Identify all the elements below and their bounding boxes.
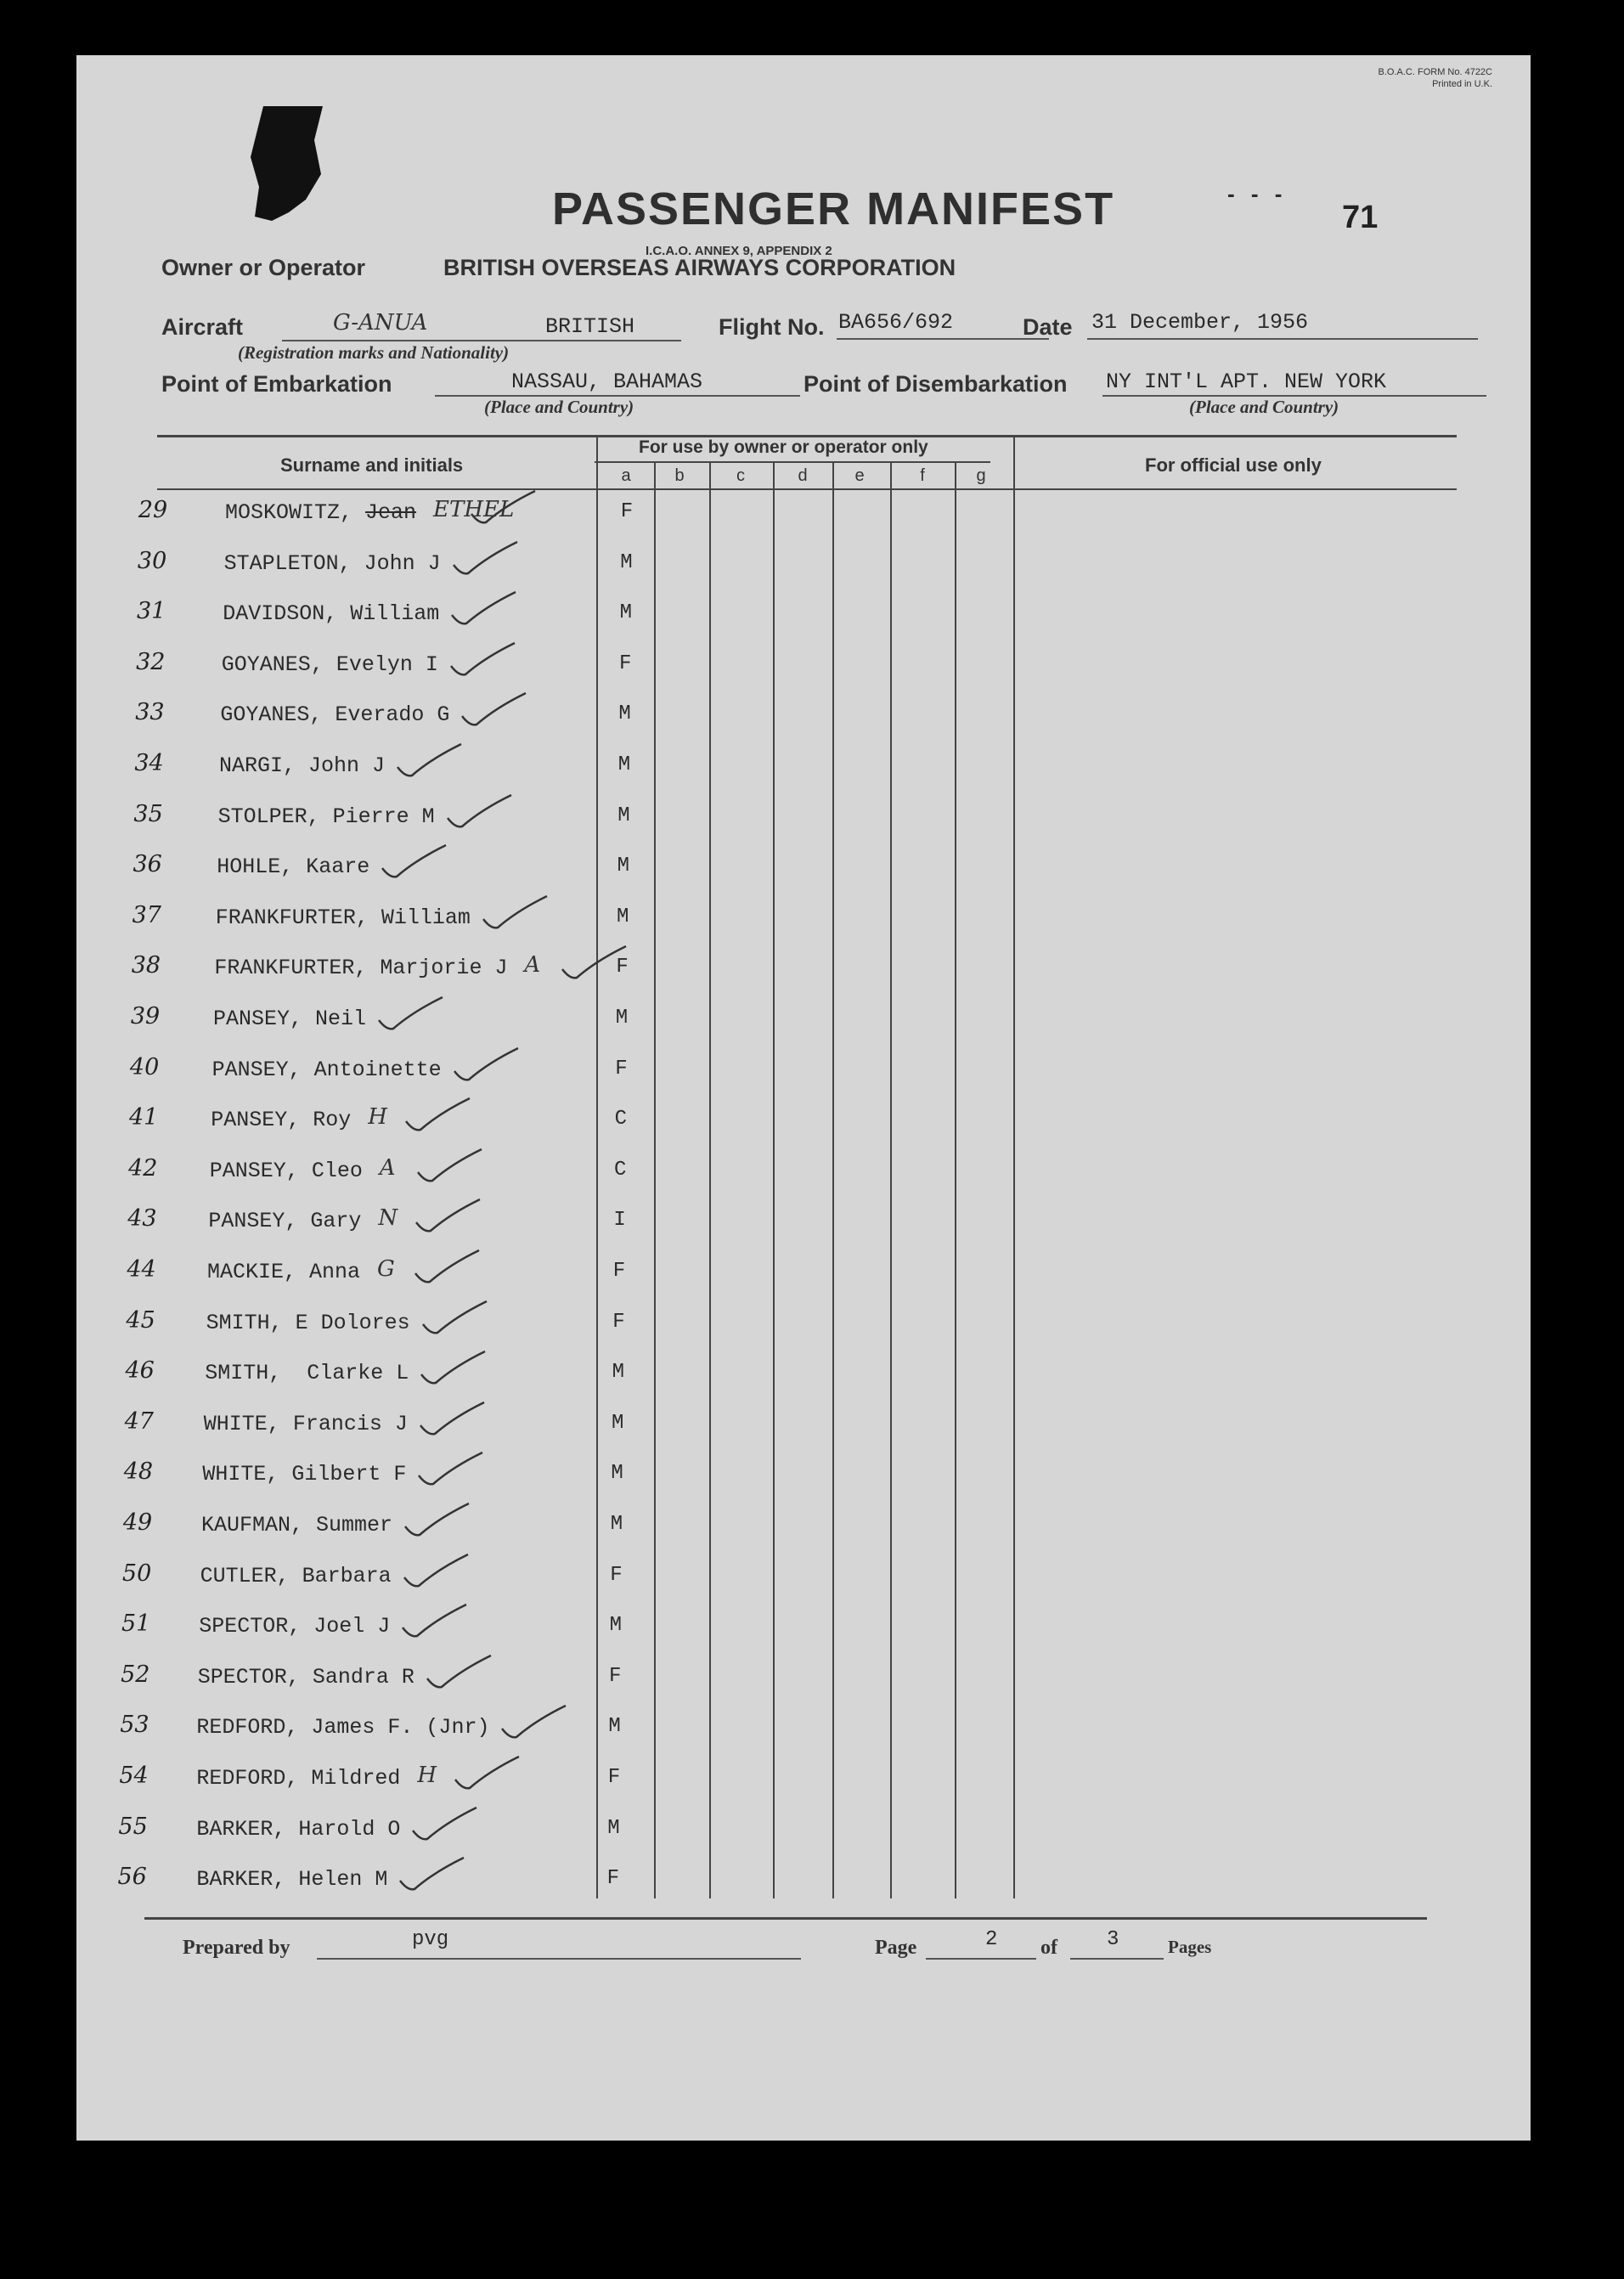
of-label: of	[1040, 1937, 1057, 1959]
row-number: 33	[135, 699, 165, 725]
flight-label: Flight No.	[719, 314, 825, 340]
table-column-line	[773, 461, 775, 1898]
passenger-sex: F	[608, 1665, 622, 1688]
table-column-line	[1013, 435, 1015, 1898]
check-mark-icon	[396, 1853, 472, 1896]
row-number: 41	[129, 1104, 159, 1131]
passenger-sex: I	[613, 1209, 626, 1232]
printed-note: Printed in U.K.	[1432, 79, 1492, 89]
disembarkation-label: Point of Disembarkation	[804, 371, 1068, 397]
row-number: 54	[119, 1763, 149, 1789]
row-number: 50	[121, 1560, 152, 1587]
row-number: 53	[120, 1712, 149, 1738]
of-value: 3	[1107, 1928, 1119, 1951]
date-label: Date	[1023, 314, 1073, 340]
disembarkation-caption: (Place and Country)	[1189, 397, 1339, 417]
embarkation-caption: (Place and Country)	[484, 397, 634, 417]
passenger-name: MACKIE, Anna	[207, 1260, 361, 1284]
table-column-line	[654, 461, 656, 1898]
passenger-name: SMITH, E Dolores	[206, 1311, 410, 1335]
passenger-sex: M	[615, 1007, 629, 1029]
row-number: 56	[117, 1864, 147, 1890]
aircraft-nationality: BRITISH	[545, 314, 635, 339]
passenger-sex: F	[610, 1564, 623, 1587]
passenger-sex: F	[606, 1867, 619, 1890]
col-surname-header: Surname and initials	[280, 454, 464, 476]
of-underline	[1070, 1958, 1164, 1960]
check-mark-icon	[419, 1297, 495, 1340]
header-bottom-rule	[157, 488, 1457, 490]
row-number: 46	[125, 1357, 155, 1384]
passenger-name: REDFORD, Mildred	[196, 1766, 401, 1791]
row-number: 40	[129, 1054, 160, 1080]
passenger-name: FRANKFURTER, Marjorie J	[214, 956, 508, 980]
sub-column-header: e	[854, 466, 865, 485]
flight-value: BA656/692	[838, 310, 954, 335]
passenger-name: PANSEY, Antoinette	[211, 1058, 442, 1082]
passenger-name: NARGI, John J	[219, 753, 386, 778]
passenger-name: BARKER, Harold O	[196, 1817, 401, 1842]
passenger-name: WHITE, Gilbert F	[202, 1462, 407, 1486]
passenger-name: STAPLETON, John J	[223, 551, 441, 576]
row-number: 48	[123, 1458, 154, 1485]
table-column-line	[890, 461, 892, 1898]
passenger-sex: M	[609, 1614, 622, 1637]
row-number: 35	[133, 801, 163, 827]
pages-label: Pages	[1168, 1937, 1212, 1957]
row-number: 52	[121, 1661, 150, 1688]
page-value: 2	[985, 1928, 998, 1951]
passenger-sex: M	[608, 1715, 621, 1738]
passenger-name: SPECTOR, Sandra R	[197, 1665, 414, 1690]
row-number: 49	[122, 1509, 153, 1536]
handwritten-annotation: A	[524, 952, 541, 978]
check-mark-icon	[416, 1398, 493, 1441]
check-mark-icon	[412, 1195, 488, 1238]
owner-label: Owner or Operator	[161, 255, 366, 280]
table-column-line	[955, 461, 956, 1898]
handwritten-annotation: H	[417, 1763, 437, 1788]
passenger-name: SPECTOR, Joel J	[199, 1614, 391, 1639]
row-number: 45	[126, 1307, 155, 1334]
passenger-sex: F	[612, 1260, 626, 1283]
row-number: 42	[128, 1155, 158, 1182]
row-number: 31	[137, 598, 166, 624]
aircraft-underline	[282, 340, 681, 341]
col-owner-use-header: For use by owner or operator only	[639, 437, 928, 457]
passenger-name: CUTLER, Barbara	[200, 1564, 392, 1588]
flight-underline	[837, 338, 1049, 340]
row-number: 43	[127, 1205, 157, 1232]
passenger-sex: F	[607, 1766, 621, 1789]
passenger-sex: M	[617, 855, 629, 877]
check-mark-icon	[479, 892, 555, 934]
prepared-by-underline	[317, 1958, 801, 1960]
passenger-sex: F	[618, 652, 632, 675]
passenger-name: PANSEY, Neil	[213, 1007, 367, 1031]
handwritten-annotation: H	[368, 1104, 387, 1130]
dash-marks: - - -	[1227, 181, 1288, 206]
owner-value: BRITISH OVERSEAS AIRWAYS CORPORATION	[443, 255, 956, 280]
page-underline	[926, 1958, 1036, 1960]
form-number	[1379, 66, 1492, 90]
check-mark-icon	[498, 1701, 574, 1744]
aircraft-label: Aircraft	[161, 314, 244, 340]
passenger-sex: M	[619, 601, 632, 624]
passenger-name: HOHLE, Kaare	[217, 855, 370, 879]
torn-corner	[212, 106, 340, 234]
passenger-name: FRANKFURTER, William	[215, 905, 471, 930]
check-mark-icon	[458, 689, 534, 731]
row-number: 37	[132, 902, 161, 928]
row-number: 36	[133, 851, 162, 877]
handwritten-annotation: ETHEL	[433, 497, 515, 522]
passenger-sex: M	[611, 1412, 624, 1435]
check-mark-icon	[423, 1651, 499, 1694]
passenger-sex: M	[618, 702, 631, 725]
prepared-by-label: Prepared by	[183, 1937, 290, 1959]
check-mark-icon	[393, 740, 470, 782]
check-mark-icon	[443, 791, 520, 833]
check-mark-icon	[402, 1094, 478, 1137]
check-mark-icon	[411, 1246, 488, 1289]
passenger-sex: M	[607, 1817, 620, 1840]
page-stamp-number: 71	[1342, 200, 1379, 235]
row-number: 30	[137, 548, 167, 574]
check-mark-icon	[448, 588, 524, 630]
sub-column-header: f	[920, 466, 925, 485]
col-official-header: For official use only	[1145, 454, 1322, 476]
embarkation-value: NASSAU, BAHAMAS	[511, 369, 703, 394]
row-number: 44	[127, 1256, 156, 1283]
passenger-name: MOSKOWITZ, Jean	[225, 500, 417, 525]
check-mark-icon	[467, 487, 544, 529]
check-mark-icon	[447, 639, 523, 681]
sub-column-header: g	[976, 466, 986, 485]
sub-column-header: a	[621, 466, 631, 485]
check-mark-icon	[414, 1145, 490, 1187]
check-mark-icon	[417, 1347, 493, 1390]
prepared-by-value: pvg	[412, 1928, 449, 1951]
form-number-text: B.O.A.C. FORM No. 4722C	[1378, 67, 1492, 77]
sub-column-header: d	[798, 466, 808, 485]
passenger-sex: F	[620, 500, 634, 523]
table-column-line	[832, 461, 834, 1898]
check-mark-icon	[450, 1044, 527, 1086]
passenger-name: GOYANES, Everado G	[220, 702, 450, 727]
row-number: 34	[134, 750, 164, 776]
passenger-sex: F	[616, 956, 629, 979]
check-mark-icon	[449, 538, 526, 580]
page-label: Page	[875, 1937, 917, 1959]
check-mark-icon	[378, 841, 454, 883]
passenger-sex: M	[611, 1462, 623, 1485]
page-subtitle: I.C.A.O. ANNEX 9, APPENDIX 2	[646, 244, 832, 258]
row-number: 47	[124, 1408, 154, 1435]
passenger-name: GOYANES, Evelyn I	[221, 652, 438, 677]
aircraft-registration: G-ANUA	[333, 310, 428, 336]
row-number: 51	[121, 1611, 151, 1637]
date-underline	[1087, 338, 1478, 340]
passenger-name: KAUFMAN, Summer	[201, 1513, 393, 1537]
row-number: 38	[131, 952, 161, 979]
check-mark-icon	[401, 1499, 477, 1542]
passenger-sex: C	[614, 1108, 627, 1131]
passenger-sex: C	[613, 1159, 627, 1182]
handwritten-annotation: N	[378, 1205, 398, 1231]
row-number: 55	[118, 1814, 148, 1840]
passenger-name: BARKER, Helen M	[196, 1867, 388, 1892]
passenger-name: SMITH, Clarke L	[205, 1361, 409, 1385]
row-number: 29	[138, 497, 168, 523]
passenger-sex: M	[616, 905, 629, 928]
table-column-line	[709, 461, 711, 1898]
passenger-name: PANSEY, Cleo	[209, 1159, 363, 1183]
passenger-sex: M	[620, 551, 633, 574]
passenger-sex: F	[615, 1058, 628, 1080]
aircraft-caption: (Registration marks and Nationality)	[238, 342, 510, 363]
passenger-name: REDFORD, James F. (Jnr)	[196, 1715, 490, 1740]
manifest-document	[76, 55, 1531, 2141]
sub-column-header: c	[736, 466, 745, 485]
passenger-sex: M	[612, 1361, 624, 1384]
passenger-sex: F	[612, 1311, 625, 1334]
passenger-name: PANSEY, Roy	[211, 1108, 352, 1132]
passenger-name: PANSEY, Gary	[208, 1209, 362, 1233]
passenger-sex: M	[617, 804, 630, 827]
sub-column-header: b	[674, 466, 685, 485]
page-title: PASSENGER MANIFEST	[552, 183, 1115, 234]
check-mark-icon	[409, 1803, 485, 1846]
table-bottom-rule	[144, 1917, 1427, 1920]
passenger-sex: M	[610, 1513, 623, 1536]
row-number: 32	[136, 649, 166, 675]
passenger-name: STOLPER, Pierre M	[217, 804, 435, 829]
check-mark-icon	[451, 1752, 527, 1795]
handwritten-annotation: G	[377, 1256, 395, 1282]
row-number: 39	[130, 1003, 161, 1029]
passenger-name: DAVIDSON, William	[223, 601, 440, 626]
passenger-name: WHITE, Francis J	[203, 1412, 408, 1436]
disembarkation-value: NY INT'L APT. NEW YORK	[1106, 369, 1387, 394]
check-mark-icon	[400, 1550, 476, 1593]
embarkation-label: Point of Embarkation	[161, 371, 392, 397]
check-mark-icon	[375, 993, 451, 1035]
passenger-sex: M	[617, 753, 631, 776]
date-value: 31 December, 1956	[1091, 310, 1309, 335]
check-mark-icon	[398, 1600, 475, 1643]
check-mark-icon	[414, 1448, 491, 1491]
handwritten-annotation: A	[379, 1155, 396, 1181]
